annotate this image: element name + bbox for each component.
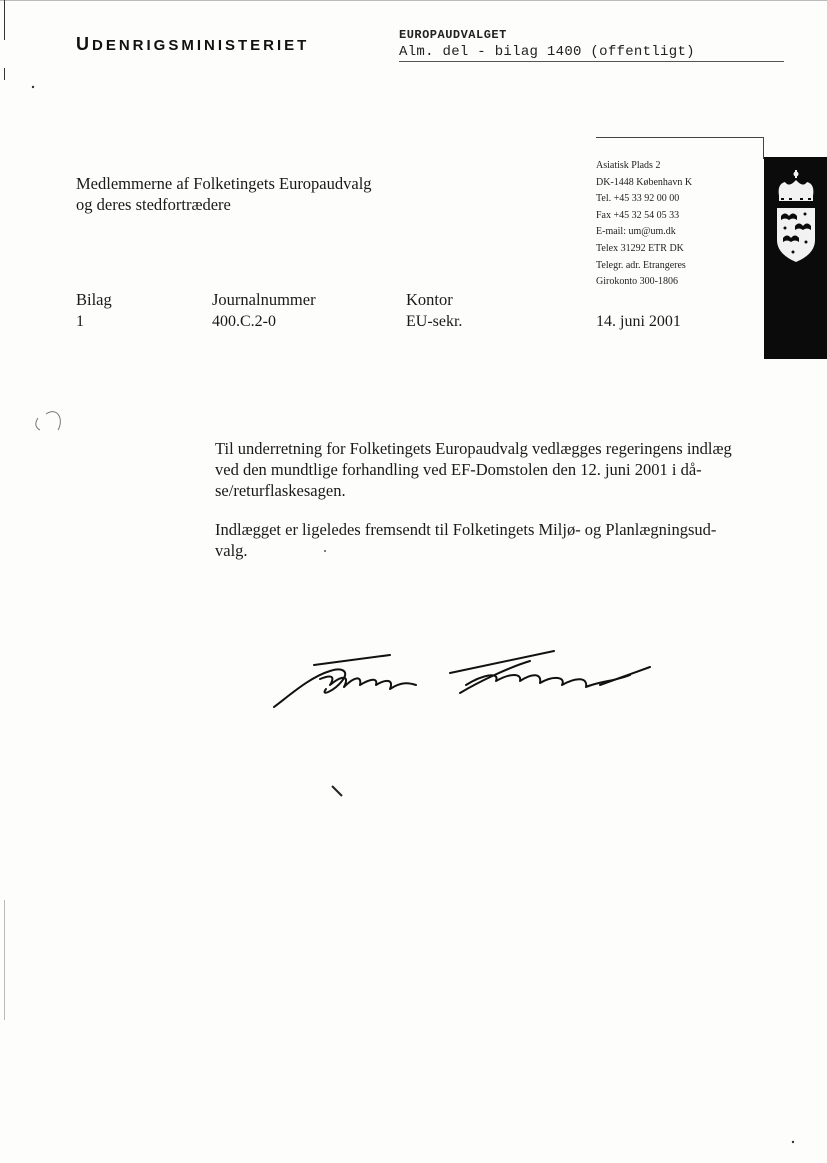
journal-label: Journalnummer — [212, 290, 316, 309]
recipient-line: Medlemmerne af Folketingets Europaudvalg — [76, 174, 372, 193]
committee-stamp-title: EUROPAUDVALGET — [399, 28, 507, 42]
address-giro: Girokonto 300-1806 — [596, 276, 678, 288]
address-box-rule — [763, 137, 764, 159]
binder-mark — [4, 68, 5, 80]
address-city: DK-1448 København K — [596, 176, 693, 188]
address-tel: Tel. +45 33 92 00 00 — [596, 193, 680, 205]
signature — [270, 645, 670, 715]
address-telex: Telex 31292 ETR DK — [596, 242, 684, 254]
body-line: Indlægget er ligeledes fremsendt til Folketingets Miljø- og Planlægningsud- — [215, 520, 717, 539]
recipient-block — [76, 173, 372, 215]
address-box-rule — [596, 137, 764, 138]
body-paragraph — [215, 519, 755, 561]
office-label: Kontor — [406, 290, 453, 309]
recipient-line: og deres stedfortrædere — [76, 195, 231, 214]
ministry-name — [76, 34, 309, 55]
address-fax: Fax +45 32 54 05 33 — [596, 209, 680, 221]
binder-mark — [4, 900, 5, 1020]
address-telegram: Telegr. adr. Etrangeres — [596, 259, 686, 271]
sender-address — [596, 158, 692, 291]
body-paragraph — [215, 438, 755, 501]
body-line: ved den mundtlige forhandling ved EF-Domstolen den 12. juni 2001 i då- — [215, 460, 702, 479]
journal-value: 400.C.2-0 — [212, 313, 276, 330]
bilag-value: 1 — [76, 313, 84, 330]
bilag-label: Bilag — [76, 290, 112, 309]
ministry-name-rest: DENRIGSMINISTERIET — [92, 37, 310, 54]
committee-stamp-reference: Alm. del - bilag 1400 (offentligt) — [399, 44, 784, 62]
address-street: Asiatisk Plads 2 — [596, 160, 661, 171]
address-email: E-mail: um@um.dk — [596, 226, 676, 238]
body-line: se/returflaskesagen. — [215, 481, 346, 500]
page-top-rule — [0, 0, 827, 1]
ministry-name-initial: U — [76, 34, 92, 54]
royal-crest-icon — [771, 168, 821, 278]
body-line: Til underretning for Folketingets Europaudvalg vedlægges regeringens indlæg — [215, 439, 732, 458]
letter-date: 14. juni 2001 — [596, 313, 681, 330]
office-value: EU-sekr. — [406, 313, 463, 330]
binder-mark — [4, 0, 5, 40]
body-line: valg. — [215, 541, 248, 560]
